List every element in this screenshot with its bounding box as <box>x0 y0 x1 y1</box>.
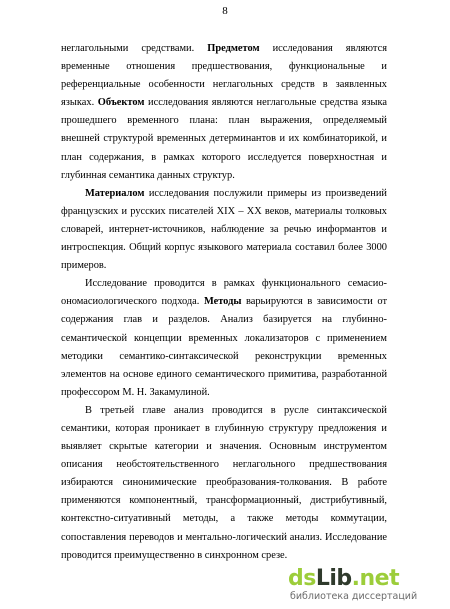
text-run: варьируются в зависимости от содержания глав и разделов. Анализ базируется на глубинно-семантической концепции временных локализаторов с применением методики семантико-синтаксической реконструкции временных элементов на основе единого семантического примитива, разработанной профессором М. Н. Закамулиной. <box>61 296 388 398</box>
term-object: Объектом <box>97 97 145 109</box>
text-run: неглагольными средствами. <box>61 43 208 54</box>
term-subject: Предметом <box>207 43 260 54</box>
page-number: 8 <box>222 5 228 17</box>
watermark-caption: библиотека диссертаций <box>290 591 418 602</box>
paragraph-material <box>61 185 387 275</box>
paragraph-subject-object <box>61 40 387 185</box>
paragraph-third-chapter <box>61 402 387 565</box>
dslib-logo: dsLib.net <box>288 566 400 591</box>
text-run: исследования послужили примеры из произведений французских и русских писателей XIX – XX веков, материалы толковых словарей, интернет-источников, наблюдение за речью информантов и интроспекция. Общий корпус языкового материала составил более 3000 примеров. <box>61 187 387 272</box>
term-material: Материалом <box>85 187 145 199</box>
text-run: исследования являются временные отношения предшествования, функциональные и референциальные особенности неглагольных средств в заявленных языках. <box>61 43 387 109</box>
text-run: исследования являются неглагольные средства языка прошедшего временного плана: план выражения, определяемый внешней структурой временных детерминантов и их комбинаторикой, и план содержания, в рамках которого исследуется поверхностная и глубинная семантика данных структур. <box>61 97 387 181</box>
dslib-watermark <box>288 568 438 602</box>
paragraph-methods <box>61 275 387 402</box>
text-run: Исследование проводится в рамках функционального семасио-ономасиологического подхода. <box>61 278 387 308</box>
term-methods: Методы <box>203 296 242 308</box>
document-body <box>61 40 387 565</box>
text-run: В третьей главе анализ проводится в русле синтаксической семантики, которая проникает в глубинную структуру предложения и выявляет скрытые категории и значения. Основным инструментом описания необстоятельственного неглагольного предшествования избираются синонимические преобразования-толкования. В работе применяются компонентный, трансформационный, дистрибутивный, контекстно-ситуативный методы, а также методы коммутации, сопоставления переводов и ментально-логический анализ. Исследование проводится преимущественно в синхронном срезе. <box>61 404 387 561</box>
